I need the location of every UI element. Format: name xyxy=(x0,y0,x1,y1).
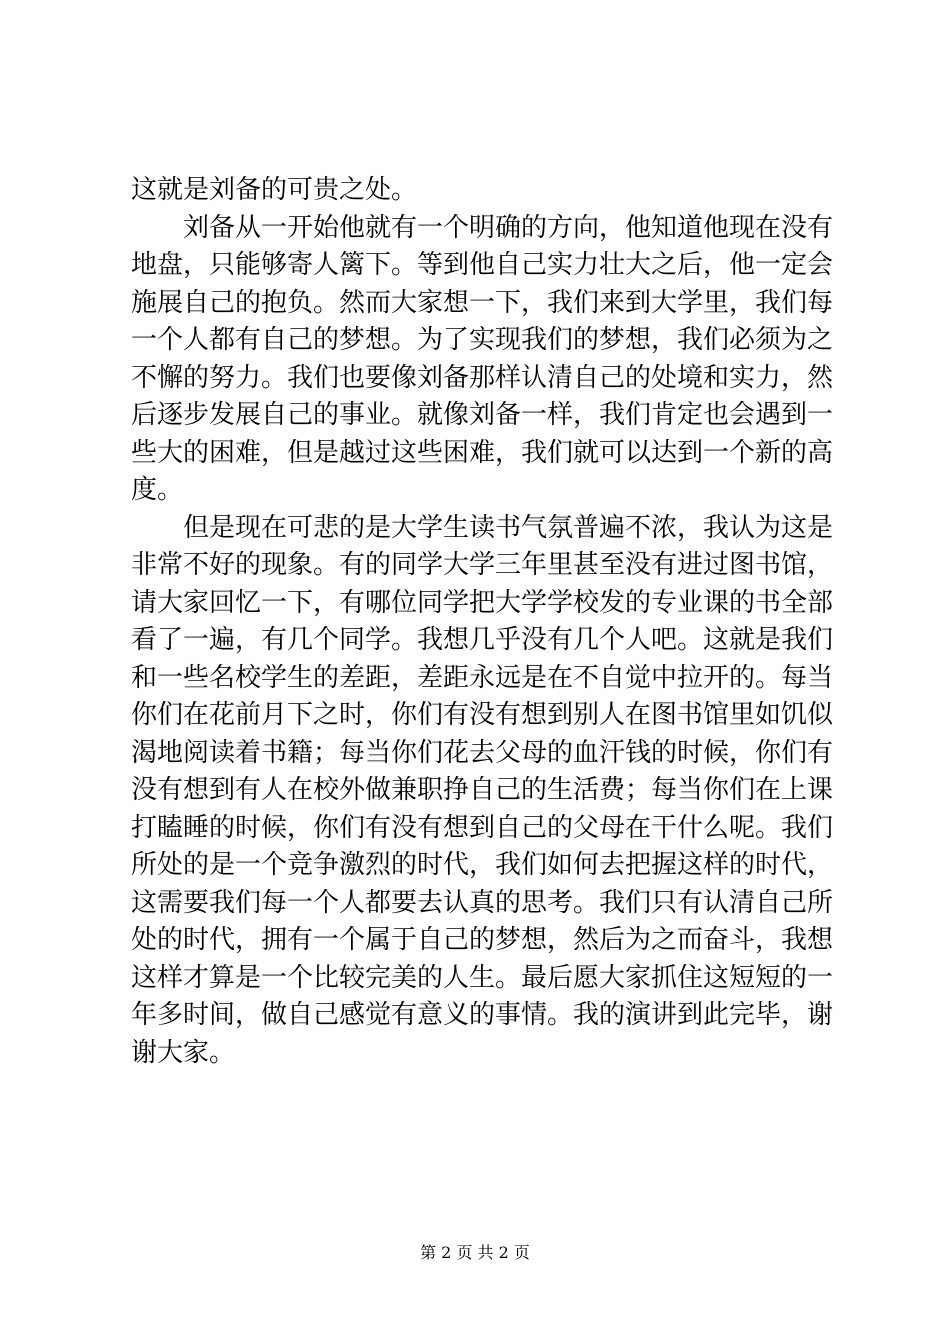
text-line: 这就是刘备的可贵之处。 xyxy=(131,175,418,205)
text-line: 所处的是一个竞争激烈的时代，我们如何去把握这样的时代， xyxy=(131,850,834,880)
text-line: 谢大家。 xyxy=(131,1037,236,1068)
text-line: 刘备从一开始他就有一个明确的方向，他知道他现在没有 xyxy=(183,212,834,243)
paragraph-1 xyxy=(131,172,831,210)
text-line: 不懈的努力。我们也要像刘备那样认清自己的处境和实力，然 xyxy=(131,362,834,393)
text-line: 和一些名校学生的差距，差距永远是在不自觉中拉开的。每当 xyxy=(131,662,834,693)
text-line: 一个人都有自己的梦想。为了实现我们的梦想，我们必须为之 xyxy=(131,325,834,355)
text-line: 度。 xyxy=(131,475,184,505)
text-line: 这样才算是一个比较完美的人生。最后愿大家抓住这短短的一 xyxy=(131,962,834,993)
text-line: 地盘，只能够寄人篱下。等到他自己实力壮大之后，他一定会 xyxy=(131,250,834,280)
text-line: 后逐步发展自己的事业。就像刘备一样，我们肯定也会遇到一 xyxy=(131,400,834,430)
text-line: 这需要我们每一个人都要去认真的思考。我们只有认清自己所 xyxy=(131,887,834,918)
text-line: 你们在花前月下之时，你们有没有想到别人在图书馆里如饥似 xyxy=(131,700,834,730)
text-line: 施展自己的抱负。然而大家想一下，我们来到大学里，我们每 xyxy=(131,287,834,318)
text-line: 请大家回忆一下，有哪位同学把大学学校发的专业课的书全部 xyxy=(131,587,834,618)
text-line: 渴地阅读着书籍；每当你们花去父母的血汗钱的时候，你们有 xyxy=(131,737,834,768)
text-line: 处的时代，拥有一个属于自己的梦想，然后为之而奋斗，我想 xyxy=(131,925,834,955)
text-line: 些大的困难，但是越过这些困难，我们就可以达到一个新的高 xyxy=(131,437,834,468)
page-number-footer: 第 2 页 共 2 页 xyxy=(420,1243,530,1262)
paragraph-2 xyxy=(131,210,834,510)
text-line: 但是现在可悲的是大学生读书气氛普遍不浓，我认为这是 xyxy=(183,512,834,543)
document-body xyxy=(131,172,834,1072)
text-line: 年多时间，做自己感觉有意义的事情。我的演讲到此完毕，谢 xyxy=(131,1000,834,1030)
text-line: 非常不好的现象。有的同学大学三年里甚至没有进过图书馆， xyxy=(131,550,834,580)
text-line: 打瞌睡的时候，你们有没有想到自己的父母在干什么呢。我们 xyxy=(131,812,834,843)
paragraph-3 xyxy=(131,510,834,1073)
text-line: 没有想到有人在校外做兼职挣自己的生活费；每当你们在上课 xyxy=(131,775,834,805)
text-line: 看了一遍，有几个同学。我想几乎没有几个人吧。这就是我们 xyxy=(131,625,834,655)
